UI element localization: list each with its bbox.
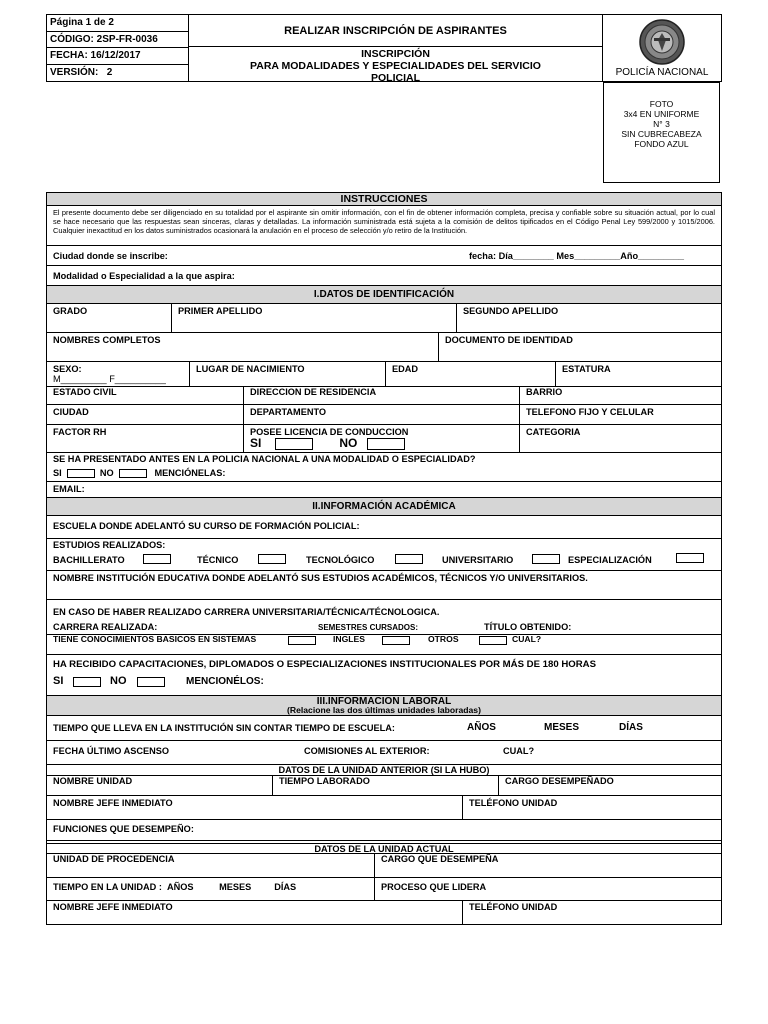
field-grado[interactable] [47,304,171,332]
tecnologico-checkbox[interactable] [395,554,423,564]
anos-label[interactable]: AÑOS [467,722,496,733]
subtitle-line-2: PARA MODALIDADES Y ESPECIALIDADES DEL SERVICIO [250,60,541,72]
presentado-options [53,468,225,478]
row-unidad-anterior [47,776,721,796]
row-email[interactable] [47,482,721,498]
telefono-unidad-anterior-label: TELÉFONO UNIDAD [469,798,558,808]
photo-box[interactable] [603,82,720,183]
capacitaciones-no-label: NO [110,675,127,687]
sistemas-checkbox[interactable] [288,636,316,645]
edad-label: EDAD [392,364,419,374]
header-meta [47,15,189,81]
row-ciudad-res [47,405,721,425]
capacitaciones-no-checkbox[interactable] [137,677,165,687]
section-i-title: I.DATOS DE IDENTIFICACIÓN [313,289,455,300]
photo-label-5: FONDO AZUL [634,139,689,149]
tecnico-checkbox[interactable] [258,554,286,564]
meses-label[interactable]: MESES [544,722,580,733]
field-lugar-nacimiento[interactable] [189,362,385,386]
row-presentado [47,453,721,482]
field-direccion[interactable] [243,387,519,404]
sexo-label: SEXO: [53,364,82,374]
proceso-lidera-label: PROCESO QUE LIDERA [381,882,487,892]
field-licencia [243,425,519,452]
grado-label: GRADO [53,306,88,316]
row-ciudad[interactable] [47,246,721,266]
nombre-unidad-label: NOMBRE UNIDAD [53,776,133,786]
section-ii-title: II.INFORMACIÓN ACADÉMICA [312,501,456,512]
tecnico-label: TÉCNICO [197,555,239,565]
section-iii-title: III.INFORMACION LABORAL [316,696,452,707]
field-ciudad[interactable] [47,405,243,424]
subtitle-line-3: POLICIAL [371,72,420,84]
lugar-nacimiento-label: LUGAR DE NACIMIENTO [196,364,305,374]
documento-label: DOCUMENTO DE IDENTIDAD [445,335,573,345]
field-jefe-anterior[interactable] [47,796,462,819]
section-identificacion-header [47,286,721,304]
field-proceso-lidera[interactable] [374,878,721,900]
field-segundo-apellido[interactable] [456,304,721,332]
comisiones-label[interactable]: COMISIONES AL EXTERIOR: [304,746,430,756]
tiempo-unidad-anos: AÑOS [167,882,194,892]
otros-checkbox[interactable] [479,636,507,645]
row-rh [47,425,721,453]
unidad-actual-title: DATOS DE LA UNIDAD ACTUAL [314,844,454,854]
modalidad-label: Modalidad o Especialidad a la que aspira: [53,271,235,281]
field-unidad-procedencia[interactable] [47,854,374,877]
departamento-label: DEPARTAMENTO [250,407,327,417]
photo-label-3: N° 3 [653,119,670,129]
unidad-procedencia-label: UNIDAD DE PROCEDENCIA [53,854,175,864]
field-estado-civil[interactable] [47,387,243,404]
estatura-label: ESTATURA [562,364,611,374]
telefono-label: TELEFONO FIJO Y CELULAR [526,407,654,417]
field-cargo-actual[interactable] [374,854,721,877]
carrera-label: CARRERA REALIZADA: [53,622,158,632]
otros-label: OTROS [428,634,459,644]
cargo-desempenado-label: CARGO DESEMPEÑADO [505,776,614,786]
field-tiempo-unidad[interactable] [47,878,374,900]
unidad-anterior-header [47,765,721,776]
universitario-checkbox[interactable] [532,554,560,564]
capacitaciones-label: HA RECIBIDO CAPACITACIONES, DIPLOMADOS O ESPECIALIZACIONES INSTITUCIONALES POR MÁS DE 180 HORAS [53,659,596,670]
capacitaciones-si-label: SI [53,675,64,687]
row-institucion[interactable] [47,571,721,600]
ingles-label: INGLES [333,634,365,644]
tiempo-unidad-meses: MESES [219,882,252,892]
photo-label-2: 3x4 EN UNIFORME [623,109,700,119]
header-title-block [189,15,603,84]
row-carrera [47,600,721,635]
police-crest-icon [632,18,692,66]
form-code: CÓDIGO: 2SP-FR-0036 [47,32,188,49]
email-label: EMAIL: [53,484,85,494]
comisiones-cual-label[interactable]: CUAL? [503,746,535,756]
row-escuela[interactable] [47,516,721,539]
field-primer-apellido[interactable] [171,304,456,332]
universitario-label: UNIVERSITARIO [442,555,514,565]
presentado-no-label: NO [99,468,114,478]
instructions-text: El presente documento debe ser diligenciado en su totalidad por el aspirante sin omitir información, con el fin de obtener información completa, precisa y confiable sobre su situación actual, por lo cual se hace necesario que las respuestas sean sinceras, claras y detalladas. La información suministrada está sujeta a la comisión de delitos tipificados en el Código Penal Ley 599/2000 y 1015/2006. Cualquier inexactitud en los datos suministrados ocasionará la anulación en el proceso de selección y/o retiro de la Institución. [47,206,721,246]
escuela-label: ESCUELA DONDE ADELANTÓ SU CURSO DE FORMACIÓN POLICIAL: [53,521,360,531]
presentado-si-label: SI [53,468,62,478]
row-estudios [47,539,721,571]
barrio-label: BARRIO [526,387,563,397]
field-sexo[interactable] [47,362,189,386]
nombres-label: NOMBRES COMPLETOS [53,335,161,345]
dias-label[interactable]: DÍAS [619,722,643,733]
licencia-si-checkbox[interactable] [275,438,313,450]
field-telefono-unidad-actual[interactable] [462,901,721,924]
categoria-label: CATEGORIA [526,427,581,437]
row-sistemas [47,635,721,655]
semestres-label: SEMESTRES CURSADOS: [318,623,419,632]
row-nombres [47,333,721,362]
row-funciones[interactable] [47,820,721,841]
section-iii-subtitle: (Relacione las dos últimas unidades laboradas) [287,705,481,715]
section-laboral-header [47,696,721,716]
rh-label: FACTOR RH [53,427,107,437]
cual-label: CUAL? [512,634,542,644]
sistemas-label: TIENE CONOCIMIENTOS BASICOS EN SISTEMAS [53,634,257,644]
primer-apellido-label: PRIMER APELLIDO [178,306,263,316]
field-documento[interactable] [438,333,721,361]
tiempo-institucion-label: TIEMPO QUE LLEVA EN LA INSTITUCIÓN SIN CONTAR TIEMPO DE ESCUELA: [53,723,395,733]
jefe-anterior-label: NOMBRE JEFE INMEDIATO [53,798,173,808]
org-name: POLICÍA NACIONAL [615,67,709,78]
bachillerato-label: BACHILLERATO [53,555,125,565]
field-telefono[interactable] [519,405,721,424]
estado-civil-label: ESTADO CIVIL [53,387,117,397]
presentado-no-checkbox[interactable] [119,469,147,478]
tiempo-laborado-label: TIEMPO LABORADO [279,776,370,786]
tecnologico-label: TECNOLÓGICO [306,555,375,565]
page-title: REALIZAR INSCRIPCIÓN DE ASPIRANTES [189,15,602,47]
field-estatura[interactable] [555,362,721,386]
header-logo-block [603,15,721,81]
estudios-label: ESTUDIOS REALIZADOS: [53,540,166,550]
titulo-label: TÍTULO OBTENIDO: [484,622,572,632]
ingles-checkbox[interactable] [382,636,410,645]
row-jefe-actual [47,901,721,924]
direccion-label: DIRECCION DE RESIDENCIA [250,387,377,397]
row-unidad-actual [47,854,721,878]
telefono-unidad-actual-label: TELÉFONO UNIDAD [469,902,558,912]
sexo-options: M_________ F__________ [53,374,166,384]
especializacion-label: ESPECIALIZACIÓN [568,555,652,565]
cargo-actual-label: CARGO QUE DESEMPEÑA [381,854,499,864]
unidad-anterior-title: DATOS DE LA UNIDAD ANTERIOR (SI LA HUBO) [278,765,490,775]
version-label: VERSIÓN: [50,66,99,78]
row-tiempo-institucion [47,716,721,741]
field-telefono-unidad-anterior[interactable] [462,796,721,819]
form-header [46,14,722,82]
field-tiempo-laborado[interactable] [272,776,498,795]
field-nombres[interactable] [47,333,438,361]
row-sexo [47,362,721,387]
field-nombre-unidad[interactable] [47,776,272,795]
row-tiempo-unidad [47,878,721,901]
licencia-no-checkbox[interactable] [367,438,405,450]
row-jefe-anterior [47,796,721,820]
tiempo-unidad-dias: DÍAS [274,882,297,892]
especializacion-checkbox[interactable] [676,553,704,563]
tiempo-unidad-label: TIEMPO EN LA UNIDAD : [53,882,162,892]
institucion-label: NOMBRE INSTITUCIÓN EDUCATIVA DONDE ADELANTÓ SUS ESTUDIOS ACADÉMICOS, TÉCNICOS Y/O UNIVERSITARIOS. [53,573,588,583]
photo-label-1: FOTO [649,99,674,109]
mencionelos-label: MENCIONÉLOS: [186,676,264,687]
row-estado-civil [47,387,721,405]
instructions-title: INSTRUCCIONES [340,193,428,205]
subtitle-line-1: INSCRIPCIÓN [361,48,430,60]
form-date: FECHA: 16/12/2017 [47,48,188,65]
version-value: 2 [106,66,113,78]
row-modalidad[interactable] [47,266,721,286]
jefe-actual-label: NOMBRE JEFE INMEDIATO [53,902,173,912]
page-number: Página 1 de 2 [47,15,188,32]
page-subtitle [189,47,602,84]
unidad-actual-header [47,843,721,854]
licencia-label: POSEE LICENCIA DE CONDUCCION [250,427,409,437]
row-capacitaciones [47,655,721,696]
field-categoria[interactable] [519,425,721,452]
row-ascenso [47,741,721,765]
segundo-apellido-label: SEGUNDO APELLIDO [463,306,559,316]
field-departamento[interactable] [243,405,519,424]
field-rh[interactable] [47,425,243,452]
form-version [47,65,188,82]
mencionelas-label: MENCIÓNELAS: [154,468,226,478]
licencia-si-label: SI [250,436,262,451]
inscription-form [46,192,722,925]
photo-label-4: SIN CUBRECABEZA [621,129,702,139]
row-grado [47,304,721,333]
capacitaciones-si-checkbox[interactable] [73,677,101,687]
section-academica-header [47,498,721,516]
carrera-caso-label: EN CASO DE HABER REALIZADO CARRERA UNIVERSITARIA/TÉCNICA/TÉCNOLOGICA. [53,607,440,617]
field-jefe-actual[interactable] [47,901,462,924]
field-cargo-desempenado[interactable] [498,776,721,795]
funciones-label: FUNCIONES QUE DESEMPEÑO: [53,824,194,834]
field-edad[interactable] [385,362,555,386]
bachillerato-checkbox[interactable] [143,554,171,564]
fecha-inscripcion-label: fecha: Día________ Mes_________Año_________ [469,251,685,261]
ciudad-label: CIUDAD [53,407,89,417]
presentado-label: SE HA PRESENTADO ANTES EN LA POLICIA NACIONAL A UNA MODALIDAD O ESPECIALIDAD? [53,454,476,464]
ciudad-inscribe-label: Ciudad donde se inscribe: [53,251,168,261]
field-barrio[interactable] [519,387,721,404]
section-instructions-header [47,193,721,206]
licencia-no-label: NO [339,436,358,451]
presentado-si-checkbox[interactable] [67,469,95,478]
ascenso-label[interactable]: FECHA ÚLTIMO ASCENSO [53,746,170,756]
